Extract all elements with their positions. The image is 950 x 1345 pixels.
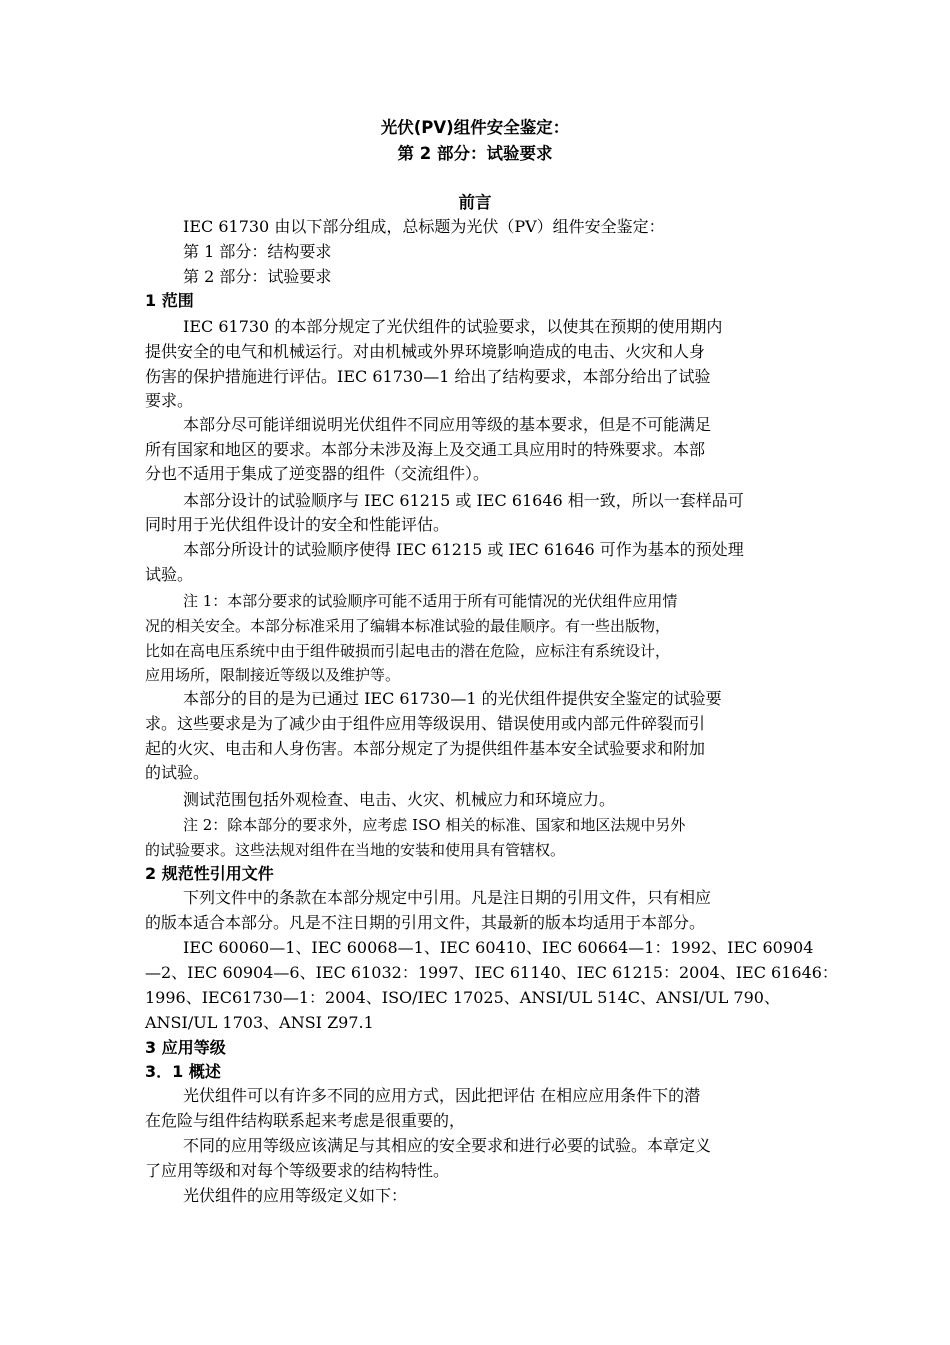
paragraph-line: 起的火灾、电击和人身伤害。本部分规定了为提供组件基本安全试验要求和附加 xyxy=(145,739,706,758)
note-line: 注 1：本部分要求的试验顺序可能不适用于所有可能情况的光伏组件应用情 xyxy=(183,592,678,610)
paragraph-line: 本部分所设计的试验顺序使得 IEC 61215 或 IEC 61646 可作为基本的预处理 xyxy=(183,540,744,559)
section-3-heading: 3 应用等级 xyxy=(145,1038,226,1057)
paragraph-line: 本部分的目的是为已通过 IEC 61730—1 的光伏组件提供安全鉴定的试验要 xyxy=(183,689,722,708)
note-line: 比如在高电压系统中由于组件破损而引起电击的潜在危险，应标注有系统设计， xyxy=(145,642,671,660)
paragraph-line: 光伏组件的应用等级定义如下： xyxy=(183,1186,408,1205)
paragraph-line: 本部分尽可能详细说明光伏组件不同应用等级的基本要求，但是不可能满足 xyxy=(183,415,712,434)
paragraph-line: 本部分设计的试验顺序与 IEC 61215 或 IEC 61646 相一致，所以一套样品可 xyxy=(183,491,744,510)
paragraph-line: 测试范围包括外观检查、电击、火灾、机械应力和环境应力。 xyxy=(183,790,616,809)
foreword-heading: 前言 xyxy=(458,193,492,212)
document-title: 光伏(PV)组件安全鉴定： xyxy=(380,118,570,137)
paragraph-line: 要求。 xyxy=(145,391,194,410)
paragraph-line: 下列文件中的条款在本部分规定中引用。凡是注日期的引用文件，只有相应 xyxy=(183,888,712,907)
reference-line: —2、IEC 60904—6、IEC 61032：1997、IEC 61140、IEC 61215：2004、IEC 61646： xyxy=(145,963,838,982)
paragraph-line: 伤害的保护措施进行评估。IEC 61730—1 给出了结构要求，本部分给出了试验 xyxy=(145,367,711,386)
paragraph-line: 提供安全的电气和机械运行。对由机械或外界环境影响造成的电击、火灾和人身 xyxy=(145,342,706,361)
document-subtitle: 第 2 部分：试验要求 xyxy=(397,144,553,163)
paragraph-line: 了应用等级和对每个等级要求的结构特性。 xyxy=(145,1161,450,1180)
paragraph-line: 同时用于光伏组件设计的安全和性能评估。 xyxy=(145,515,450,534)
foreword-line: 第 2 部分：试验要求 xyxy=(183,267,332,286)
note-line: 的试验要求。这些法规对组件在当地的安装和使用具有管辖权。 xyxy=(145,841,566,859)
reference-line: 1996、IEC61730—1：2004、ISO/IEC 17025、ANSI/UL 514C、ANSI/UL 790、 xyxy=(145,988,780,1007)
paragraph-line: 不同的应用等级应该满足与其相应的安全要求和进行必要的试验。本章定义 xyxy=(183,1136,712,1155)
note-line: 应用场所，限制接近等级以及维护等。 xyxy=(145,666,401,684)
foreword-line: 第 1 部分：结构要求 xyxy=(183,242,332,261)
paragraph-line: 求。这些要求是为了减少由于组件应用等级误用、错误使用或内部元件碎裂而引 xyxy=(145,714,706,733)
paragraph-line: 试验。 xyxy=(145,565,194,584)
section-3-1-heading: 3．1 概述 xyxy=(145,1062,221,1081)
foreword-line: IEC 61730 由以下部分组成，总标题为光伏（PV）组件安全鉴定： xyxy=(183,217,665,236)
section-1-heading: 1 范围 xyxy=(145,291,194,310)
paragraph-line: 分也不适用于集成了逆变器的组件（交流组件）。 xyxy=(145,464,490,483)
paragraph-line: 光伏组件可以有许多不同的应用方式，因此把评估 在相应应用条件下的潜 xyxy=(183,1086,701,1105)
paragraph-line: 所有国家和地区的要求。本部分未涉及海上及交通工具应用时的特殊要求。本部 xyxy=(145,440,706,459)
reference-line: ANSI/UL 1703、ANSI Z97.1 xyxy=(145,1013,374,1032)
paragraph-line: 的版本适合本部分。凡是不注日期的引用文件，其最新的版本均适用于本部分。 xyxy=(145,913,706,932)
paragraph-line: IEC 61730 的本部分规定了光伏组件的试验要求，以使其在预期的使用期内 xyxy=(183,317,723,336)
reference-line: IEC 60060—1、IEC 60068—1、IEC 60410、IEC 60664—1：1992、IEC 60904 xyxy=(183,938,814,957)
section-2-heading: 2 规范性引用文件 xyxy=(145,864,274,883)
paragraph-line: 的试验。 xyxy=(145,763,210,782)
note-line: 注 2：除本部分的要求外，应考虑 ISO 相关的标准、国家和地区法规中另外 xyxy=(183,816,686,834)
note-line: 况的相关安全。本部分标准采用了编辑本标准试验的最佳顺序。有一些出版物， xyxy=(145,617,671,635)
paragraph-line: 在危险与组件结构联系起来考虑是很重要的， xyxy=(145,1111,466,1130)
